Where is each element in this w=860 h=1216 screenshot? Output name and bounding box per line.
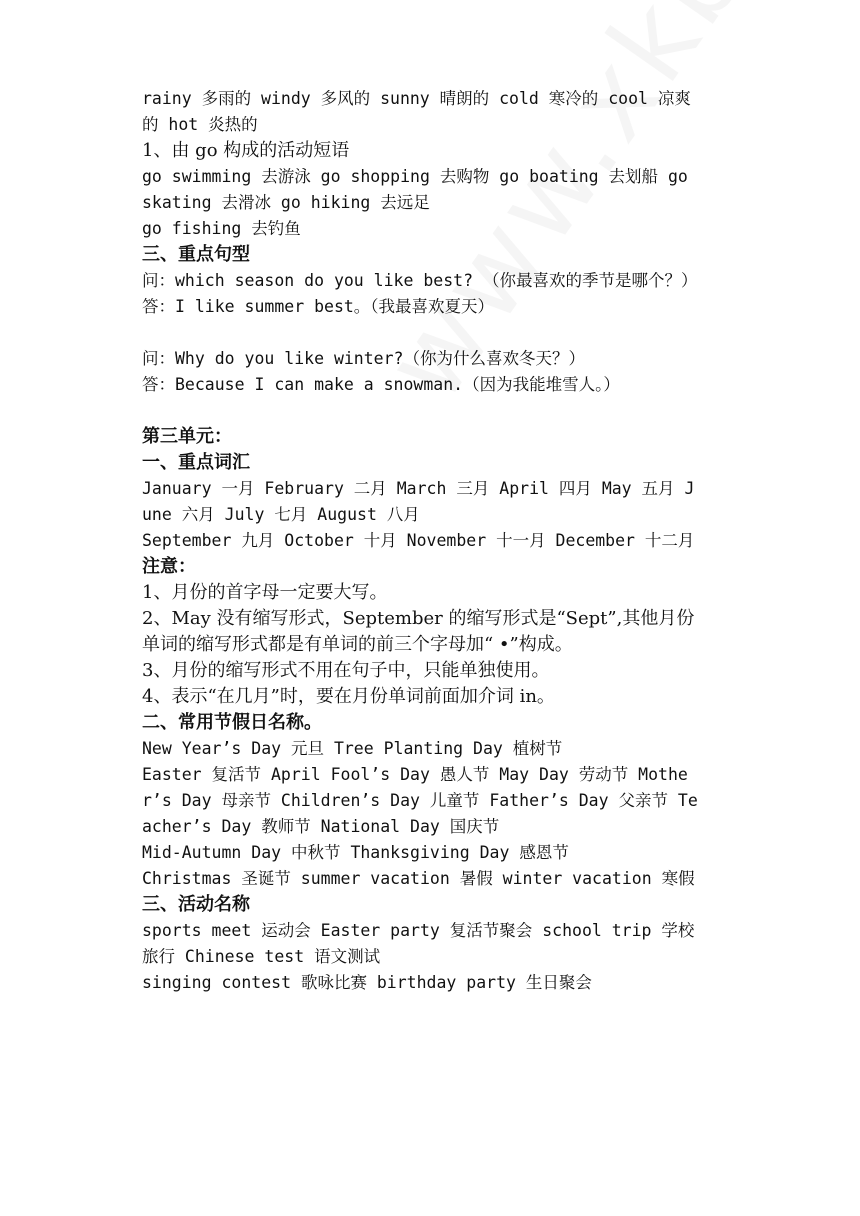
section-heading-key-sentences: 三、重点句型 <box>142 244 250 265</box>
note-heading: 注意： <box>142 556 196 577</box>
go-phrases-line: go swimming 去游泳 go shopping 去购物 go boating 去划船 go skating 去滑冰 go hiking 去远足 <box>142 167 688 212</box>
answer-line: 答：Because I can make a snowman.（因为我能堆雪人。） <box>142 375 620 394</box>
blank-line <box>142 320 698 346</box>
note-item: 1、月份的首字母一定要大写。 <box>142 582 388 603</box>
question-line: 问：which season do you like best? （你最喜欢的季节是哪个？） <box>142 271 698 290</box>
holidays-line: New Year’s Day 元旦 Tree Planting Day 植树节 <box>142 739 563 758</box>
note-item: 3、月份的缩写形式不用在句子中，只能单独使用。 <box>142 660 550 681</box>
section-heading-holidays: 二、常用节假日名称。 <box>142 712 322 733</box>
note-item: 2、May 没有缩写形式，September 的缩写形式是“Sept”,其他月份单词的缩写形式都是有单词的前三个字母加“ •”构成。 <box>142 608 695 655</box>
months-line: September 九月 October 十月 November 十一月 December 十二月 <box>142 531 695 550</box>
go-phrases-line: go fishing 去钓鱼 <box>142 219 301 238</box>
blank-line <box>142 398 698 424</box>
weather-vocab-line: rainy 多雨的 windy 多风的 sunny 晴朗的 cold 寒冷的 cool 凉爽的 hot 炎热的 <box>142 89 691 134</box>
activities-line: sports meet 运动会 Easter party 复活节聚会 school trip 学校旅行 Chinese test 语文测试 <box>142 921 695 966</box>
holidays-line: Easter 复活节 April Fool’s Day 愚人节 May Day 劳动节 Mother’s Day 母亲节 Children’s Day 儿童节 Father’s Day 父亲节 Teacher’s Day 教师节 National Day 国庆节 <box>142 765 698 836</box>
holidays-line: Christmas 圣诞节 summer vacation 暑假 winter vacation 寒假 <box>142 869 695 888</box>
unit-heading: 第三单元： <box>142 426 232 447</box>
go-phrases-heading: 1、由 go 构成的活动短语 <box>142 140 350 161</box>
holidays-line: Mid-Autumn Day 中秋节 Thanksgiving Day 感恩节 <box>142 843 569 862</box>
months-line: January 一月 February 二月 March 三月 April 四月 May 五月 June 六月 July 七月 August 八月 <box>142 479 695 524</box>
section-heading-activities: 三、活动名称 <box>142 894 250 915</box>
activities-line: singing contest 歌咏比赛 birthday party 生日聚会 <box>142 973 592 992</box>
document-body <box>142 86 698 996</box>
question-line: 问：Why do you like winter?（你为什么喜欢冬天？） <box>142 349 585 368</box>
answer-line: 答：I like summer best。（我最喜欢夏天） <box>142 297 495 316</box>
note-item: 4、表示“在几月”时，要在月份单词前面加介词 in。 <box>142 686 555 707</box>
section-heading-vocab: 一、重点词汇 <box>142 452 250 473</box>
